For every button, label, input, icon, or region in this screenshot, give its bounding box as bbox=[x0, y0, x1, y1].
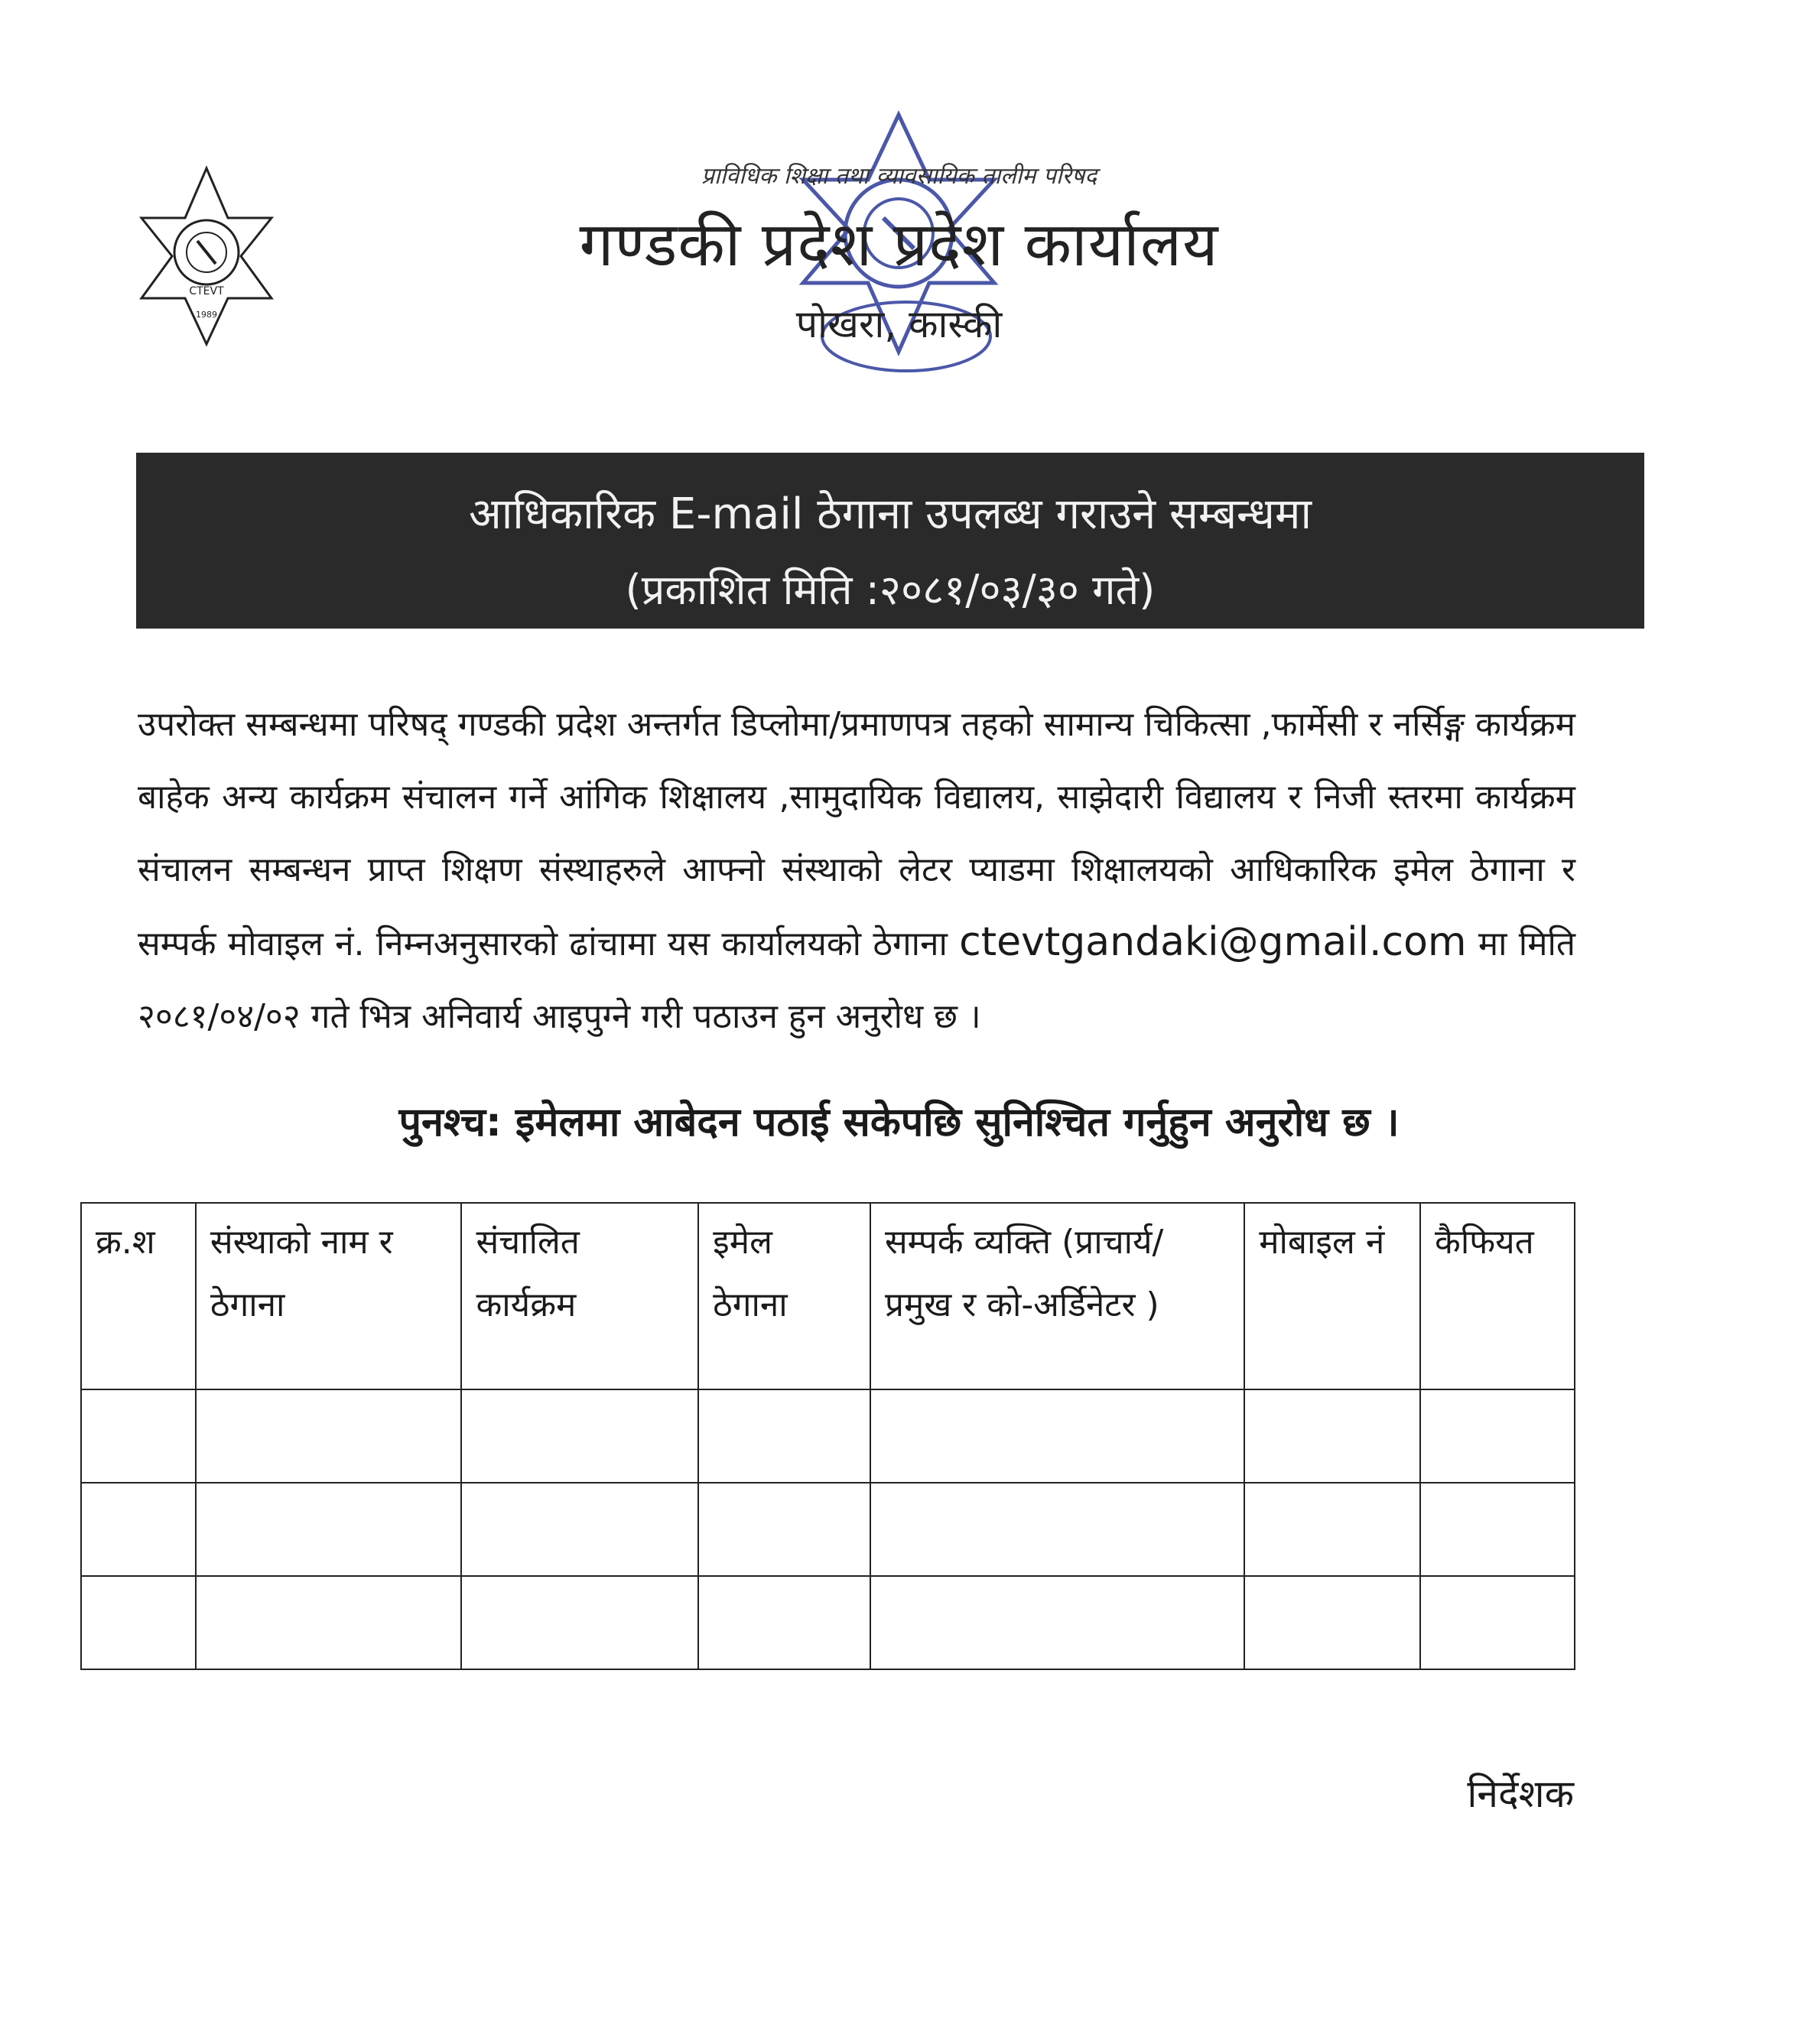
svg-text:1989: 1989 bbox=[196, 310, 217, 320]
svg-text:CTEVT: CTEVT bbox=[189, 285, 224, 297]
notice-banner bbox=[136, 453, 1644, 629]
table-header-row bbox=[81, 1203, 1575, 1389]
table-row bbox=[81, 1483, 1575, 1576]
signer-title: निर्देशक bbox=[1467, 1772, 1574, 1816]
col-institution: संस्थाको नाम र ठेगाना bbox=[196, 1203, 462, 1389]
postscript: पुनश्च: इमेलमा आबेदन पठाई सकेपछि सुनिश्चित गर्नुहुन अनुरोध छ । bbox=[398, 1100, 1400, 1145]
col-remarks: कैफियत bbox=[1420, 1203, 1575, 1389]
notice-body bbox=[138, 688, 1575, 1053]
notice-title: आधिकारिक E-mail ठेगाना उपलब्ध गराउने सम्बन्धमा bbox=[468, 489, 1312, 539]
col-serial: क्र.श bbox=[81, 1203, 196, 1389]
office-location: पोखरा, कास्की bbox=[795, 302, 1003, 346]
table-row bbox=[81, 1389, 1575, 1483]
col-contact-person: सम्पर्क व्यक्ति (प्राचार्य/प्रमुख र को-अर्डिनेटर ) bbox=[870, 1203, 1244, 1389]
col-program: संचालित कार्यक्रम bbox=[461, 1203, 698, 1389]
body-paragraph-start: उपरोक्त सम्बन्धमा परिषद् गण्डकी प्रदेश अन्तर्गत डिप्लोमा/प्रमाणपत्र तहको सामान्य चिकित्सा ,फार्मेसी र नर्सिङ्ग कार्यक्रम बाहेक अन्य कार्यक्रम संचालन गर्ने आंगिक शिक्षालय ,सामुदायिक विद्यालय, साझेदारी विद्यालय र निजी स्तरमा कार्यक्रम संचालन सम्बन्धन प्राप्त शिक्षण संस्थाहरुले आफ्नो संस्थाको लेटर प्याडमा शिक्षालयको आधिकारिक इमेल ठेगाना र सम्पर्क मोवाइल नं. निम्नअनुसारको ढांचामा यस कार्यालयको ठेगाना bbox=[138, 705, 1575, 964]
submission-format-table bbox=[80, 1202, 1575, 1670]
publish-date: (प्रकाशित मिति :२०८१/०३/३० गते) bbox=[625, 566, 1156, 614]
council-name: प्राविधिक शिक्षा तथा व्यावसायिक तालीम परिषद bbox=[701, 163, 1097, 190]
col-email: इमेल ठेगाना bbox=[698, 1203, 870, 1389]
table-row bbox=[81, 1576, 1575, 1669]
office-title: गण्डकी प्रदेश प्रदेश कार्यालय bbox=[579, 209, 1219, 280]
col-mobile: मोबाइल नं bbox=[1244, 1203, 1420, 1389]
body-paragraph-end: मा मिति २०८१/०४/०२ गते भित्र अनिवार्य आइपुग्ने गरी पठाउन हुन अनुरोध छ । bbox=[138, 925, 1575, 1036]
contact-email: ctevtgandaki@gmail.com bbox=[959, 919, 1467, 965]
